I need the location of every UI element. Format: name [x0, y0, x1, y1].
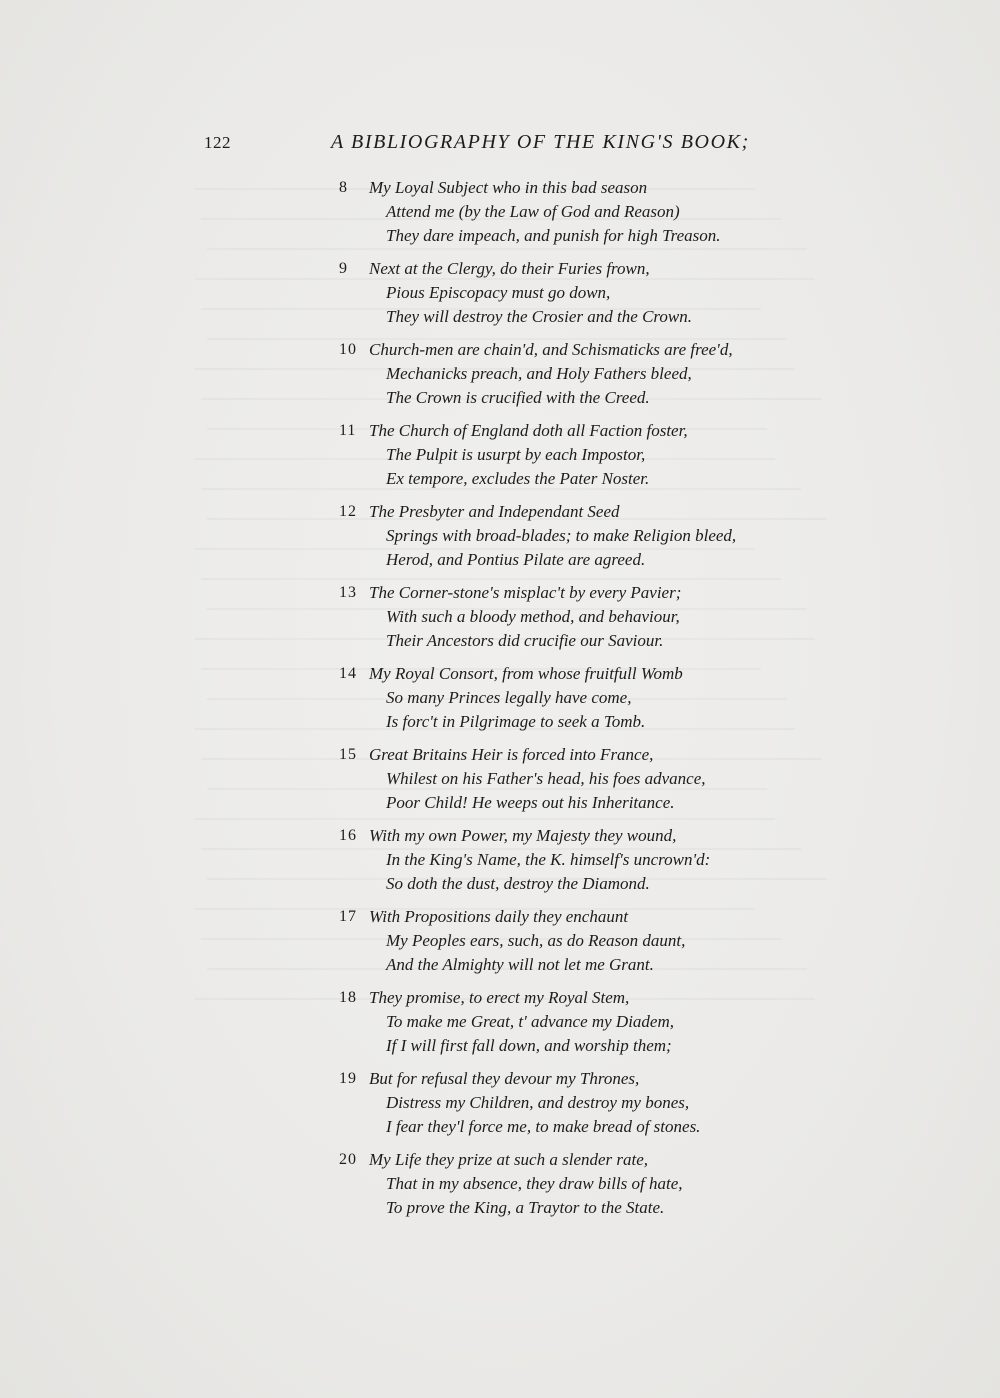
- verse-text: Pious Episcopacy must go down,: [386, 283, 611, 302]
- verse-line: [339, 1196, 799, 1220]
- stanza-number: 16: [339, 827, 357, 844]
- stanza-number: 13: [339, 584, 357, 601]
- stanza: [339, 581, 799, 653]
- verse-text: With my own Power, my Majesty they wound,: [369, 826, 677, 845]
- poem: [339, 176, 799, 1229]
- verse-line: [339, 362, 799, 386]
- verse-line: [339, 176, 799, 200]
- stanza: [339, 662, 799, 734]
- verse-text: So doth the dust, destroy the Diamond.: [386, 874, 650, 893]
- verse-line: [339, 929, 799, 953]
- stanza-number: 17: [339, 908, 357, 925]
- verse-line: [339, 581, 799, 605]
- stanza: [339, 500, 799, 572]
- verse-line: [339, 500, 799, 524]
- verse-line: [339, 1115, 799, 1139]
- stanza-number: 14: [339, 665, 357, 682]
- verse-text: Distress my Children, and destroy my bones,: [386, 1093, 690, 1112]
- verse-text: Mechanicks preach, and Holy Fathers bleed,: [386, 364, 692, 383]
- verse-text: Herod, and Pontius Pilate are agreed.: [386, 550, 646, 569]
- stanza: [339, 419, 799, 491]
- verse-line: [339, 257, 799, 281]
- verse-text: They promise, to erect my Royal Stem,: [369, 988, 630, 1007]
- verse-text: So many Princes legally have come,: [386, 688, 632, 707]
- verse-text: The Presbyter and Independant Seed: [369, 502, 620, 521]
- verse-text: Whilest on his Father's head, his foes advance,: [386, 769, 706, 788]
- verse-line: [339, 467, 799, 491]
- verse-line: [339, 1034, 799, 1058]
- stanza-number: 11: [339, 422, 357, 439]
- running-title: A BIBLIOGRAPHY OF THE KING'S BOOK;: [331, 131, 750, 153]
- stanza: [339, 986, 799, 1058]
- stanza-number: 12: [339, 503, 357, 520]
- running-head: [204, 133, 792, 157]
- verse-text: That in my absence, they draw bills of hate,: [386, 1174, 683, 1193]
- verse-text: Church-men are chain'd, and Schismaticks are free'd,: [369, 340, 733, 359]
- verse-line: [339, 548, 799, 572]
- stanza: [339, 1148, 799, 1220]
- stanza: [339, 905, 799, 977]
- verse-text: To make me Great, t' advance my Diadem,: [386, 1012, 675, 1031]
- verse-text: But for refusal they devour my Thrones,: [369, 1069, 640, 1088]
- stanza-number: 15: [339, 746, 357, 763]
- verse-text: In the King's Name, the K. himself's uncrown'd:: [386, 850, 711, 869]
- verse-text: Springs with broad-blades; to make Religion bleed,: [386, 526, 737, 545]
- verse-text: With Propositions daily they enchaunt: [369, 907, 629, 926]
- verse-line: [339, 305, 799, 329]
- verse-text: Next at the Clergy, do their Furies frown,: [369, 259, 650, 278]
- stanza-number: 10: [339, 341, 357, 358]
- verse-text: Attend me (by the Law of God and Reason): [386, 202, 680, 221]
- verse-line: [339, 524, 799, 548]
- stanza-number: 18: [339, 989, 357, 1006]
- verse-line: [339, 743, 799, 767]
- verse-line: [339, 1067, 799, 1091]
- stanza: [339, 1067, 799, 1139]
- stanza-number: 9: [339, 260, 348, 277]
- verse-line: [339, 824, 799, 848]
- verse-text: My Royal Consort, from whose fruitfull Womb: [369, 664, 683, 683]
- verse-text: My Life they prize at such a slender rate,: [369, 1150, 649, 1169]
- stanza-number: 8: [339, 179, 348, 196]
- verse-line: [339, 1148, 799, 1172]
- stanza: [339, 743, 799, 815]
- stanza: [339, 176, 799, 248]
- stanza: [339, 338, 799, 410]
- verse-text: To prove the King, a Traytor to the State.: [386, 1198, 665, 1217]
- stanza: [339, 257, 799, 329]
- verse-line: [339, 224, 799, 248]
- verse-line: [339, 1172, 799, 1196]
- verse-line: [339, 281, 799, 305]
- verse-text: Great Britains Heir is forced into France,: [369, 745, 654, 764]
- verse-text: Poor Child! He weeps out his Inheritance.: [386, 793, 675, 812]
- verse-line: [339, 791, 799, 815]
- verse-line: [339, 200, 799, 224]
- verse-line: [339, 710, 799, 734]
- verse-line: [339, 605, 799, 629]
- stanza: [339, 824, 799, 896]
- verse-line: [339, 1091, 799, 1115]
- verse-text: The Pulpit is usurpt by each Impostor,: [386, 445, 646, 464]
- verse-line: [339, 767, 799, 791]
- verse-text: Their Ancestors did crucifie our Saviour.: [386, 631, 664, 650]
- verse-text: They will destroy the Crosier and the Crown.: [386, 307, 692, 326]
- verse-text: My Loyal Subject who in this bad season: [369, 178, 648, 197]
- verse-line: [339, 662, 799, 686]
- stanza-number: 20: [339, 1151, 357, 1168]
- verse-text: The Crown is crucified with the Creed.: [386, 388, 650, 407]
- verse-line: [339, 953, 799, 977]
- verse-text: Ex tempore, excludes the Pater Noster.: [386, 469, 650, 488]
- stanza-number: 19: [339, 1070, 357, 1087]
- verse-line: [339, 686, 799, 710]
- page-number: 122: [204, 133, 231, 152]
- verse-line: [339, 848, 799, 872]
- verse-text: If I will first fall down, and worship them;: [386, 1036, 672, 1055]
- verse-text: I fear they'l force me, to make bread of stones.: [386, 1117, 701, 1136]
- verse-line: [339, 872, 799, 896]
- verse-line: [339, 905, 799, 929]
- verse-text: My Peoples ears, such, as do Reason daunt,: [386, 931, 686, 950]
- verse-line: [339, 386, 799, 410]
- verse-text: They dare impeach, and punish for high Treason.: [386, 226, 721, 245]
- verse-line: [339, 629, 799, 653]
- verse-text: The Church of England doth all Faction foster,: [369, 421, 688, 440]
- verse-line: [339, 419, 799, 443]
- verse-line: [339, 1010, 799, 1034]
- verse-text: And the Almighty will not let me Grant.: [386, 955, 654, 974]
- verse-line: [339, 986, 799, 1010]
- verse-text: Is forc't in Pilgrimage to seek a Tomb.: [386, 712, 646, 731]
- verse-text: The Corner-stone's misplac't by every Pavier;: [369, 583, 682, 602]
- verse-line: [339, 338, 799, 362]
- verse-text: With such a bloody method, and behaviour,: [386, 607, 680, 626]
- verse-line: [339, 443, 799, 467]
